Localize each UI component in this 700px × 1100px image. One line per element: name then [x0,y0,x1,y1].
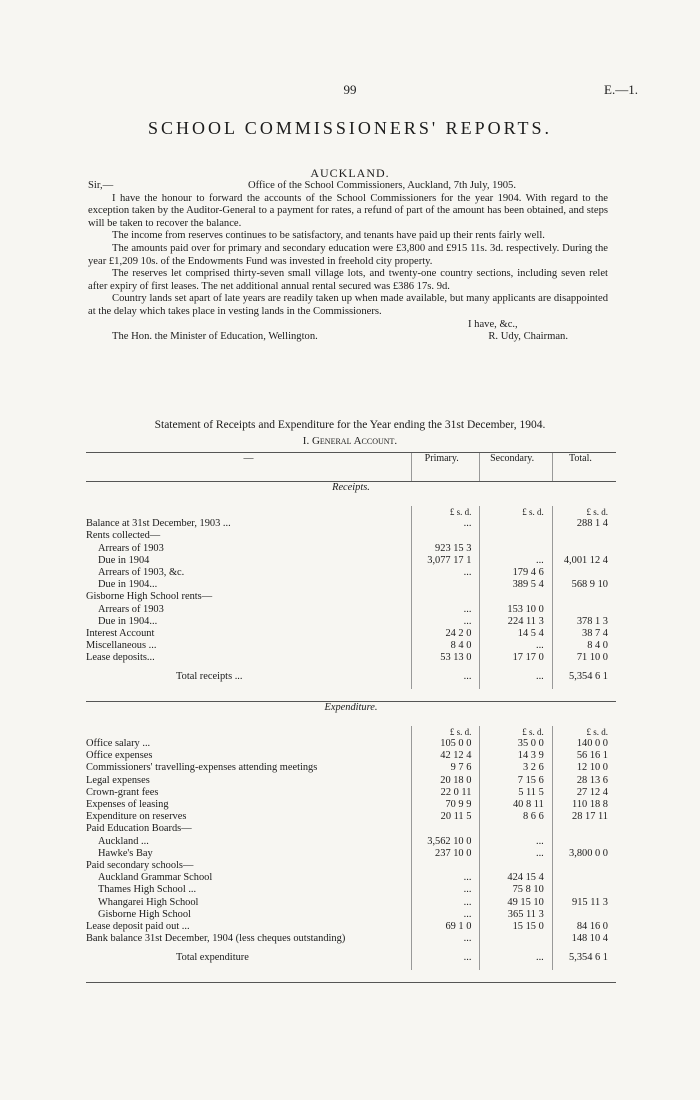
table-row [86,836,616,848]
row-label: Whangarei High School [98,896,199,908]
row-primary: 42 12 4 [412,750,480,762]
table-row [86,616,616,628]
row-total: 915 11 3 [552,897,616,909]
row-secondary: 7 15 6 [480,775,552,787]
row-total: 288 1 4 [552,518,616,530]
header-total: Total. [552,453,616,482]
row-primary: 237 10 0 [412,848,480,860]
expenditure-total-secondary: ... [480,946,552,970]
units-label: £ s. d. [412,506,480,518]
row-secondary: 3 2 6 [480,762,552,774]
account-title: I. General Account. [302,435,398,447]
row-total: 71 10 0 [552,652,616,664]
row-secondary [480,591,552,603]
table-row [86,738,616,750]
row-primary: ... [412,884,480,896]
row-secondary: 35 0 0 [480,738,552,750]
row-primary: 923 15 3 [412,543,480,555]
header-blank: — [86,453,412,482]
row-secondary [480,933,552,945]
row-secondary: ... [480,555,552,567]
row-primary: 22 0 11 [412,787,480,799]
row-secondary: ... [480,640,552,652]
row-total [552,604,616,616]
row-total: 4,001 12 4 [552,555,616,567]
receipts-total-row [86,665,616,689]
table-row [86,591,616,603]
row-label: Expenditure on reserves [86,811,187,823]
letter-signoff [88,331,608,344]
receipts-total-label: Total receipts ... [176,670,243,682]
table-row [86,579,616,591]
row-total: 12 10 0 [552,762,616,774]
table-row [86,518,616,530]
table-row [86,787,616,799]
row-primary: 53 13 0 [412,652,480,664]
row-label: Thames High School ... [98,884,197,896]
units-label: £ s. d. [412,726,480,738]
row-label: Paid secondary schools— [86,860,194,872]
row-label: Hawke's Bay [98,847,153,859]
row-label: Arrears of 1903 [98,542,164,554]
table-row [86,848,616,860]
table-row [86,909,616,921]
table-row [86,775,616,787]
row-primary [412,591,480,603]
document-code: E.—1. [604,82,638,97]
table-row [86,530,616,542]
row-total [552,860,616,872]
section-subtitle: AUCKLAND. [310,166,390,180]
row-primary: ... [412,604,480,616]
report-letter [88,180,608,344]
row-secondary [480,530,552,542]
row-primary [412,823,480,835]
row-secondary: ... [480,836,552,848]
row-label: Auckland Grammar School [98,872,213,884]
row-label: Lease deposits... [86,652,155,664]
letter-paragraph: I have the honour to forward the accounts of the School Commissioners for the year 1904. With regard to the exception taken by the Auditor-General to a payment for rates, a refund of part of the amount has been obtained, and steps will be taken to recover the balance. [88,192,608,229]
row-primary: ... [412,518,480,530]
letter-paragraph: The reserves let comprised thirty-seven small village lots, and twenty-one country sections, including seven relet after expiry of first leases. The net additional annual rental secured was £386 17s. 9d. [88,268,608,292]
row-total: 27 12 4 [552,787,616,799]
row-secondary: 15 15 0 [480,921,552,933]
letter-heading [88,180,608,193]
letter-paragraph: The income from reserves continues to be satisfactory, and tenants have paid up their rents fairly well. [112,230,545,242]
row-primary: 20 11 5 [412,811,480,823]
row-secondary: ... [480,848,552,860]
row-primary: 20 18 0 [412,775,480,787]
row-total: 84 16 0 [552,921,616,933]
row-label: Due in 1904... [98,579,158,591]
units-row [86,506,616,518]
row-total [552,884,616,896]
row-label: Due in 1904 [98,554,150,566]
units-label: £ s. d. [552,726,616,738]
row-primary [412,579,480,591]
receipts-total-secondary: ... [480,665,552,689]
row-secondary: 8 6 6 [480,811,552,823]
section-rule [86,970,616,983]
row-secondary: 17 17 0 [480,652,552,664]
expenditure-total-value: 5,354 6 1 [552,946,616,970]
row-secondary: 179 4 6 [480,567,552,579]
row-primary: ... [412,872,480,884]
row-total [552,836,616,848]
row-primary: 9 7 6 [412,762,480,774]
letter-paragraph: Country lands set apart of late years are readily taken up when made available, but many applicants are disappointed at the delay which takes place in vesting lands in the Commissioners. [88,293,608,317]
row-total: 3,800 0 0 [552,848,616,860]
row-total [552,872,616,884]
row-label: Rents collected— [86,530,161,542]
row-primary: ... [412,933,480,945]
row-secondary [480,518,552,530]
row-label: Arrears of 1903 [98,603,164,615]
row-label: Interest Account [86,628,155,640]
row-label: Gisborne High School [98,908,191,920]
expenditure-total-primary: ... [412,946,480,970]
row-primary: ... [412,897,480,909]
expenditure-total-label: Total expenditure [176,951,249,963]
row-secondary [480,823,552,835]
row-secondary: 424 15 4 [480,872,552,884]
row-primary: 8 4 0 [412,640,480,652]
row-secondary: 75 8 10 [480,884,552,896]
page-number: 99 [343,82,357,97]
row-primary: ... [412,616,480,628]
table-row [86,921,616,933]
row-secondary: 14 5 4 [480,628,552,640]
row-label: Auckland ... [98,835,149,847]
table-row [86,750,616,762]
header-primary: Primary. [412,453,480,482]
row-total: 56 16 1 [552,750,616,762]
row-label: Expenses of leasing [86,799,169,811]
row-total: 110 18 8 [552,799,616,811]
row-total [552,591,616,603]
receipts-heading: Receipts. [332,482,370,493]
receipts-section [86,482,616,665]
table-header-row [86,453,616,482]
row-primary: ... [412,567,480,579]
expenditure-total-section [86,946,616,983]
row-secondary: 224 11 3 [480,616,552,628]
row-label: Lease deposit paid out ... [86,921,190,933]
letter-closing: I have, &c., [468,318,518,330]
row-secondary: 49 15 10 [480,897,552,909]
letter-paragraph: The amounts paid over for primary and secondary education were £3,800 and £915 11s. 3d. respectively. During the year £1,209 10s. of the Endowments Fund was invested in freehold city property. [88,242,608,267]
page-title: SCHOOL COMMISSIONERS' REPORTS. [147,118,553,138]
table-row [86,823,616,835]
row-label: Balance at 31st December, 1903 ... [86,518,231,530]
row-total: 8 4 0 [552,640,616,652]
row-label: Paid Education Boards— [86,823,192,835]
row-primary: 70 9 9 [412,799,480,811]
table-row [86,567,616,579]
row-primary: 24 2 0 [412,628,480,640]
table-row [86,555,616,567]
row-primary: 69 1 0 [412,921,480,933]
units-row [86,726,616,738]
row-secondary: 14 3 9 [480,750,552,762]
row-label: Commissioners' travelling-expenses attending meetings [86,762,318,774]
section-rule [86,689,616,702]
row-total: 28 13 6 [552,775,616,787]
units-label: £ s. d. [552,506,616,518]
expenditure-heading: Expenditure. [324,701,378,713]
row-secondary: 40 8 11 [480,799,552,811]
row-secondary: 365 11 3 [480,909,552,921]
row-total [552,823,616,835]
row-secondary: 153 10 0 [480,604,552,616]
units-label: £ s. d. [480,726,552,738]
row-primary: 105 0 0 [412,738,480,750]
row-label: Office expenses [86,750,153,762]
row-primary: ... [412,909,480,921]
expenditure-section [86,701,616,945]
accounts-table [86,452,616,983]
table-row [86,628,616,640]
table-row [86,933,616,945]
row-label: Arrears of 1903, &c. [98,567,185,579]
row-total: 28 17 11 [552,811,616,823]
row-total: 148 10 4 [552,933,616,945]
table-row [86,884,616,896]
row-primary [412,860,480,872]
letter-salutation: Sir,— [88,180,114,191]
row-label: Miscellaneous ... [86,640,157,652]
table-row [86,640,616,652]
row-total: 378 1 3 [552,616,616,628]
table-row [86,604,616,616]
expenditure-total-row [86,946,616,970]
letter-signature: R. Udy, Chairman. [488,331,568,343]
row-total [552,567,616,579]
table-row [86,897,616,909]
row-label: Gisborne High School rents— [86,591,213,603]
row-total: 140 0 0 [552,738,616,750]
table-row [86,872,616,884]
row-secondary: 389 5 4 [480,579,552,591]
receipts-total-value: 5,354 6 1 [552,665,616,689]
header-secondary: Secondary. [480,453,552,482]
row-secondary [480,860,552,872]
table-row [86,860,616,872]
row-label: Crown-grant fees [86,786,159,798]
row-label: Due in 1904... [98,615,158,627]
units-label: £ s. d. [480,506,552,518]
row-label: Bank balance 31st December, 1904 (less cheques outstanding) [86,933,346,945]
row-secondary [480,543,552,555]
table-row [86,799,616,811]
row-total: 38 7 4 [552,628,616,640]
row-secondary: 5 11 5 [480,787,552,799]
table-row [86,762,616,774]
row-label: Office salary ... [86,738,151,750]
receipts-total-primary: ... [412,665,480,689]
row-label: Legal expenses [86,774,150,786]
row-total [552,530,616,542]
row-total: 568 9 10 [552,579,616,591]
table-row [86,543,616,555]
table-row [86,811,616,823]
statement-title: Statement of Receipts and Expenditure for the Year ending the 31st December, 1904. [154,419,546,431]
row-primary: 3,562 10 0 [412,836,480,848]
table-row [86,652,616,664]
receipts-total-section [86,665,616,702]
row-total [552,909,616,921]
letter-address: Office of the School Commissioners, Auckland, 7th July, 1905. [247,180,516,191]
row-primary [412,530,480,542]
row-total [552,543,616,555]
letter-recipient: The Hon. the Minister of Education, Wellington. [112,331,318,343]
row-primary: 3,077 17 1 [412,555,480,567]
